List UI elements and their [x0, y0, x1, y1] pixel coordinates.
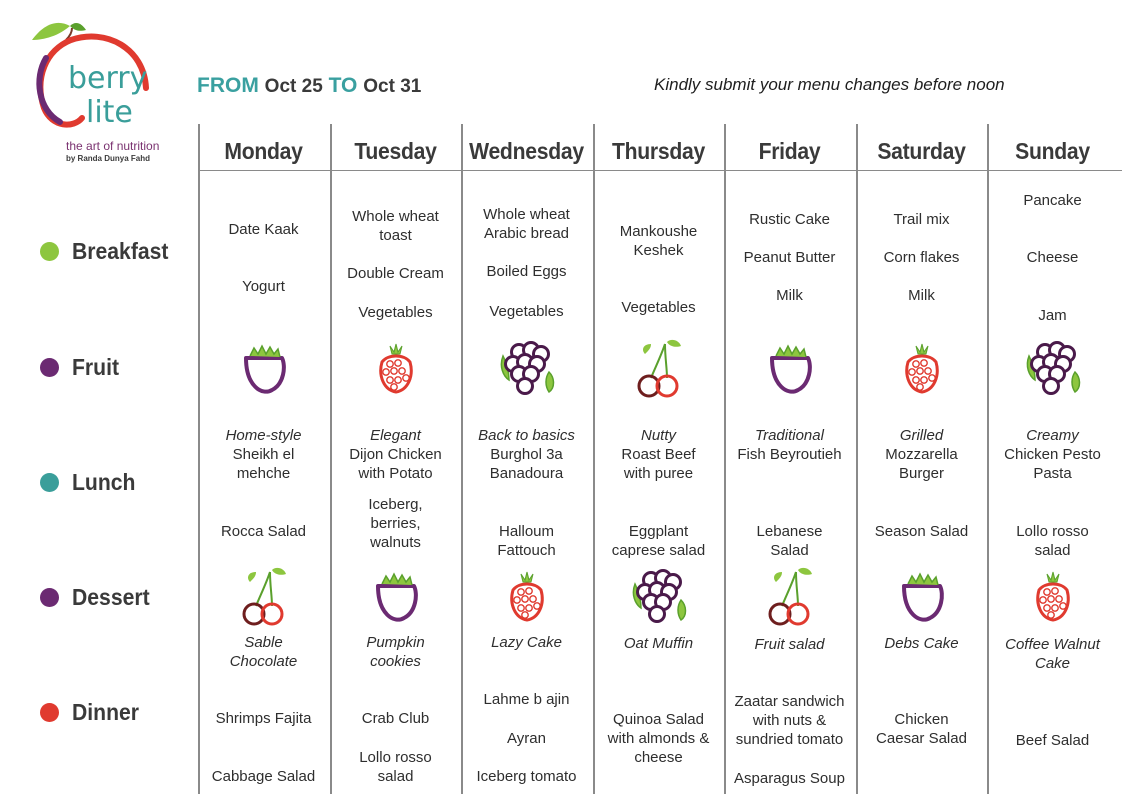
day-header-saturday: Saturday	[877, 138, 966, 164]
from-date: Oct 25	[264, 76, 323, 97]
lunch-style-saturday: Grilled	[899, 427, 944, 444]
meal-dot	[40, 703, 59, 722]
dessert-wednesday-line: Lazy Cake	[491, 634, 562, 651]
breakfast-item-wednesday: Whole wheat	[483, 206, 570, 223]
to-date: Oct 31	[363, 76, 422, 97]
lunch-style-tuesday: Elegant	[370, 427, 421, 444]
dessert-tuesday-line: Pumpkin	[366, 634, 425, 651]
lunch-main-sunday	[987, 445, 1118, 483]
dessert-tuesday	[330, 633, 461, 671]
day-header-wednesday: Wednesday	[469, 138, 584, 164]
lunch-side-thursday	[593, 522, 724, 560]
dessert-monday-line: Sable	[244, 634, 283, 651]
dessert-sunday-line: Coffee Walnut	[1005, 636, 1100, 653]
lunch-main-monday-line: mehche	[236, 465, 291, 482]
lunch-side-saturday	[856, 522, 987, 541]
lunch-main-thursday-line: with puree	[623, 465, 694, 482]
breakfast-item-thursday: Vegetables	[621, 299, 696, 316]
breakfast-item-thursday: Mankoushe	[619, 223, 698, 240]
dinner-item-monday: Cabbage Salad	[211, 768, 316, 785]
lunch-main-saturday	[856, 445, 987, 483]
svg-text:lite: lite	[86, 95, 133, 130]
lunch-style-thursday: Nutty	[640, 427, 676, 444]
cherries-icon	[627, 336, 691, 400]
dessert-tuesday-line: cookies	[370, 653, 421, 670]
lunch-side-sunday-line: salad	[1034, 542, 1071, 559]
svg-text:berry: berry	[68, 61, 148, 96]
lunch-side-tuesday-line: Iceberg,	[368, 496, 423, 513]
dessert-saturday	[856, 634, 987, 653]
lunch-main-tuesday-line: Dijon Chicken	[349, 446, 442, 463]
lunch-main-tuesday	[330, 445, 461, 483]
dinner-item-tuesday: Lollo rosso	[359, 749, 432, 766]
breakfast-item-sunday: Pancake	[1023, 192, 1082, 209]
lunch-main-wednesday	[461, 445, 592, 483]
dinner-item-monday: Shrimps Fajita	[215, 710, 312, 727]
lunch-main-saturday-line: Mozzarella	[885, 446, 958, 463]
dessert-friday-line: Fruit salad	[754, 636, 825, 653]
header-divider	[198, 170, 1122, 171]
lunch-side-wednesday-line: Halloum	[498, 523, 555, 540]
to-label: TO	[328, 74, 358, 97]
breakfast-item-monday: Date Kaak	[228, 221, 299, 238]
fig-icon	[758, 336, 822, 400]
dinner-item-sunday: Beef Salad	[1015, 732, 1090, 749]
brand-tagline: the art of nutrition	[66, 139, 160, 153]
breakfast-item-saturday: Corn flakes	[883, 249, 960, 266]
dinner-item-friday: Zaatar sandwich	[734, 693, 845, 710]
dinner-item-friday: sundried tomato	[735, 731, 844, 748]
lunch-style-friday: Traditional	[755, 427, 824, 444]
brand-byline: by Randa Dunya Fahd	[66, 154, 151, 163]
dinner-item-friday: Asparagus Soup	[734, 770, 845, 787]
lunch-side-friday-line: Salad	[770, 542, 809, 559]
dessert-friday	[724, 635, 855, 654]
lunch-main-thursday	[593, 445, 724, 483]
dinner-item-thursday: cheese	[634, 749, 683, 766]
dessert-sunday-line: Cake	[1034, 655, 1071, 672]
lunch-main-monday-line: Sheikh el	[232, 446, 295, 463]
meal-dot	[40, 242, 59, 261]
meal-row-fruit	[40, 352, 123, 382]
meal-row-lunch	[40, 467, 141, 497]
dinner-item-tuesday: salad	[377, 768, 414, 785]
breakfast-item-sunday: Cheese	[1026, 249, 1079, 266]
breakfast-item-tuesday: toast	[379, 227, 412, 244]
day-header-thursday: Thursday	[611, 138, 706, 164]
breakfast-item-tuesday: Whole wheat	[352, 208, 439, 225]
breakfast-item-monday: Yogurt	[242, 278, 285, 295]
lunch-main-thursday-line: Roast Beef	[621, 446, 696, 463]
meal-label: Dessert	[72, 583, 150, 610]
fig-icon	[232, 336, 296, 400]
dinner-item-wednesday: Lahme b ajin	[483, 691, 570, 708]
lunch-side-wednesday	[461, 522, 592, 560]
meal-row-breakfast	[40, 236, 177, 266]
lunch-side-sunday-line: Lollo rosso	[1016, 523, 1089, 540]
lunch-side-friday	[724, 522, 855, 560]
raspberry-icon	[364, 336, 428, 400]
meal-dot	[40, 588, 59, 607]
date-range	[197, 74, 421, 98]
from-label: FROM	[197, 74, 259, 97]
lunch-side-friday-line: Lebanese	[756, 523, 823, 540]
day-header-monday: Monday	[224, 138, 303, 164]
lunch-style-wednesday: Back to basics	[478, 427, 575, 444]
dinner-item-thursday: with almonds &	[607, 730, 710, 747]
grapes-icon	[627, 564, 691, 628]
lunch-main-wednesday-line: Burghol 3a	[490, 446, 563, 463]
lunch-main-sunday-line: Chicken Pesto	[1004, 446, 1101, 463]
dessert-monday-line: Chocolate	[229, 653, 298, 670]
lunch-side-monday	[198, 522, 329, 541]
lunch-style-sunday: Creamy	[1026, 427, 1079, 444]
dessert-wednesday	[461, 633, 592, 652]
dinner-item-friday: with nuts &	[752, 712, 827, 729]
lunch-main-wednesday-line: Banadoura	[489, 465, 564, 482]
breakfast-item-friday: Rustic Cake	[749, 211, 830, 228]
day-header-sunday: Sunday	[1015, 138, 1090, 164]
raspberry-icon	[495, 564, 559, 628]
lunch-style-monday: Home-style	[225, 427, 302, 444]
fig-icon	[364, 564, 428, 628]
grapes-icon	[1021, 336, 1085, 400]
menu-change-notice: Kindly submit your menu changes before noon	[654, 75, 1005, 94]
lunch-side-saturday-line: Season Salad	[874, 523, 969, 540]
lunch-main-saturday-line: Burger	[898, 465, 945, 482]
breakfast-item-friday: Peanut Butter	[743, 249, 836, 266]
meal-row-dinner	[40, 697, 145, 727]
cherries-icon	[758, 564, 822, 628]
lunch-main-sunday-line: Pasta	[1033, 465, 1072, 482]
breakfast-item-wednesday: Vegetables	[489, 303, 564, 320]
breakfast-item-tuesday: Vegetables	[358, 304, 433, 321]
fig-icon	[890, 564, 954, 628]
dessert-monday	[198, 633, 329, 671]
dinner-item-wednesday: Ayran	[507, 730, 546, 747]
lunch-side-wednesday-line: Fattouch	[497, 542, 556, 559]
meal-label: Fruit	[72, 353, 120, 380]
lunch-side-tuesday-line: walnuts	[370, 534, 421, 551]
dinner-item-thursday: Quinoa Salad	[613, 711, 704, 728]
meal-label: Lunch	[72, 468, 136, 495]
dessert-saturday-line: Debs Cake	[884, 635, 959, 652]
lunch-main-monday	[198, 445, 329, 483]
lunch-side-sunday	[987, 522, 1118, 560]
dessert-thursday	[593, 634, 724, 653]
breakfast-item-sunday: Jam	[1038, 307, 1067, 324]
day-header-friday: Friday	[758, 138, 821, 164]
dessert-thursday-line: Oat Muffin	[623, 635, 694, 652]
lunch-main-friday-line: Fish Beyroutieh	[737, 446, 842, 463]
breakfast-item-wednesday: Arabic bread	[483, 225, 570, 242]
lunch-side-monday-line: Rocca Salad	[220, 523, 307, 540]
lunch-side-tuesday	[330, 495, 461, 552]
meal-row-dessert	[40, 582, 156, 612]
breakfast-item-friday: Milk	[776, 287, 803, 304]
lunch-main-friday	[724, 445, 855, 464]
dinner-item-wednesday: Iceberg tomato	[476, 768, 577, 785]
breakfast-item-tuesday: Double Cream	[347, 265, 444, 282]
raspberry-icon	[1021, 564, 1085, 628]
meal-label: Dinner	[72, 698, 140, 725]
lunch-side-tuesday-line: berries,	[370, 515, 421, 532]
breakfast-item-thursday: Keshek	[633, 242, 684, 259]
lunch-side-thursday-line: caprese salad	[611, 542, 706, 559]
dinner-item-tuesday: Crab Club	[361, 710, 430, 727]
grapes-icon	[495, 336, 559, 400]
meal-label: Breakfast	[72, 237, 169, 264]
breakfast-item-wednesday: Boiled Eggs	[486, 263, 567, 280]
day-header-tuesday: Tuesday	[354, 138, 437, 164]
meal-dot	[40, 358, 59, 377]
lunch-main-tuesday-line: with Potato	[358, 465, 433, 482]
breakfast-item-saturday: Milk	[908, 287, 935, 304]
raspberry-icon	[890, 336, 954, 400]
dinner-item-saturday: Caesar Salad	[876, 730, 967, 747]
dinner-item-saturday: Chicken	[894, 711, 949, 728]
cherries-icon	[232, 564, 296, 628]
meal-dot	[40, 473, 59, 492]
breakfast-item-saturday: Trail mix	[893, 211, 950, 228]
lunch-side-thursday-line: Eggplant	[628, 523, 689, 540]
dessert-sunday	[987, 635, 1118, 673]
